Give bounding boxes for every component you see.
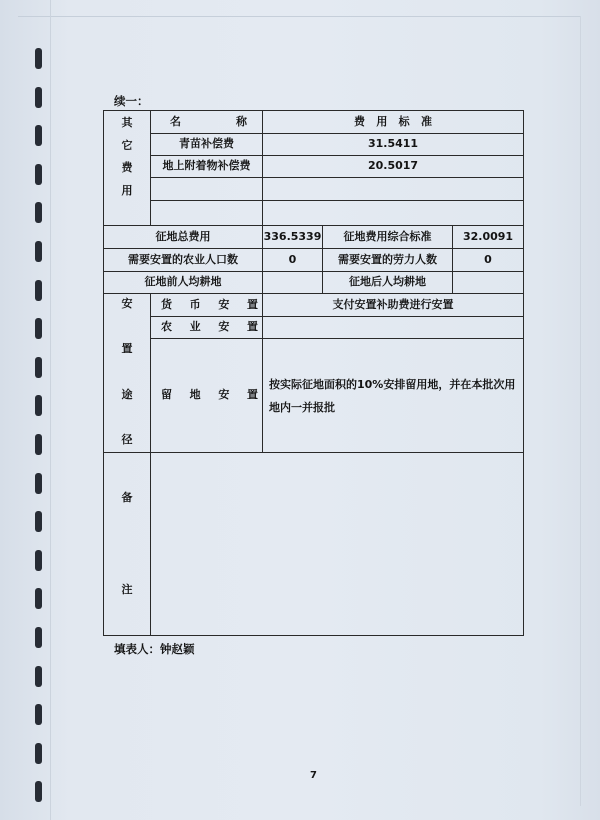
summary-value-cell: 32.0091 [453, 226, 524, 249]
resettlement-detail-cell: 支付安置补助费进行安置 [263, 294, 524, 317]
binding-hole [35, 666, 42, 687]
table-row [104, 453, 524, 636]
table-row [104, 317, 524, 339]
fee-name-cell-empty [151, 178, 263, 201]
summary-value-cell: 0 [453, 249, 524, 272]
binding-hole [35, 511, 42, 532]
table-row [104, 178, 524, 201]
page-number: 7 [310, 770, 317, 781]
other-fees-label-char: 它 [121, 138, 133, 152]
name-column-header: 名 称 [151, 111, 263, 134]
remarks-label-char: 注 [121, 583, 133, 596]
binding-hole [35, 588, 42, 609]
filled-by-label: 填表人：钟赵颖 [114, 642, 195, 656]
binding-hole [35, 202, 42, 223]
binding-hole [35, 704, 42, 725]
other-fees-label-cell [104, 111, 151, 226]
binding-hole [35, 87, 42, 108]
standard-column-header: 费 用 标 准 [263, 111, 524, 134]
binding-hole [35, 48, 42, 69]
other-fees-label-char: 用 [121, 184, 133, 198]
binding-hole [35, 434, 42, 455]
binding-hole [35, 627, 42, 648]
scan-edge-line [580, 16, 581, 806]
summary-label-cell: 征地总费用 [104, 226, 263, 249]
summary-label-cell: 征地前人均耕地 [104, 272, 263, 294]
scan-edge-line [18, 16, 580, 17]
continuation-label: 续一： [114, 94, 149, 108]
resettlement-method-cell: 留 地 安 置 [151, 339, 263, 453]
table-row [104, 339, 524, 453]
fee-value-cell-empty [263, 201, 524, 226]
remarks-label-char: 备 [121, 491, 133, 504]
binding-hole [35, 357, 42, 378]
summary-label-cell: 需要安置的劳力人数 [323, 249, 453, 272]
binding-hole [35, 550, 42, 571]
fee-name-cell-empty [151, 201, 263, 226]
binding-hole [35, 241, 42, 262]
summary-value-cell: 0 [263, 249, 323, 272]
binding-hole [35, 781, 42, 802]
summary-value-cell-empty [453, 272, 524, 294]
summary-label-cell: 需要安置的农业人口数 [104, 249, 263, 272]
other-fees-label-char: 其 [121, 116, 133, 129]
summary-label-cell: 征地后人均耕地 [323, 272, 453, 294]
binding-hole [35, 473, 42, 494]
resettlement-method-cell: 货 币 安 置 [151, 294, 263, 317]
land-acquisition-form-table [103, 110, 524, 636]
summary-label-cell: 征地费用综合标准 [323, 226, 453, 249]
binding-spine-line [50, 0, 51, 820]
binding-hole [35, 318, 42, 339]
fee-value-cell: 31.5411 [263, 134, 524, 156]
fee-value-cell-empty [263, 178, 524, 201]
binding-hole [35, 743, 42, 764]
resettlement-detail-cell: 按实际征地面积的10%安排留用地，并在本批次用地内一并报批 [263, 339, 524, 453]
binding-hole [35, 395, 42, 416]
binding-hole [35, 125, 42, 146]
other-fees-label-char: 费 [121, 161, 133, 175]
table-row [104, 156, 524, 178]
table-row [104, 249, 524, 272]
summary-value-cell: 336.5339 [263, 226, 323, 249]
table-row [104, 226, 524, 249]
table-row [104, 201, 524, 226]
resettlement-label-char: 径 [121, 432, 133, 446]
resettlement-label-char: 途 [121, 387, 133, 401]
table-row [104, 134, 524, 156]
table-row [104, 111, 524, 134]
resettlement-label-char: 置 [121, 342, 133, 356]
resettlement-label-cell [104, 294, 151, 453]
binding-hole [35, 164, 42, 185]
fee-name-cell: 地上附着物补偿费 [151, 156, 263, 178]
resettlement-label-char: 安 [121, 297, 133, 310]
remarks-content-cell [151, 453, 524, 636]
table-row [104, 272, 524, 294]
resettlement-method-cell: 农 业 安 置 [151, 317, 263, 339]
summary-value-cell-empty [263, 272, 323, 294]
remarks-label-cell [104, 453, 151, 636]
resettlement-detail-cell-empty [263, 317, 524, 339]
fee-name-cell: 青苗补偿费 [151, 134, 263, 156]
table-row [104, 294, 524, 317]
fee-value-cell: 20.5017 [263, 156, 524, 178]
binding-hole [35, 280, 42, 301]
